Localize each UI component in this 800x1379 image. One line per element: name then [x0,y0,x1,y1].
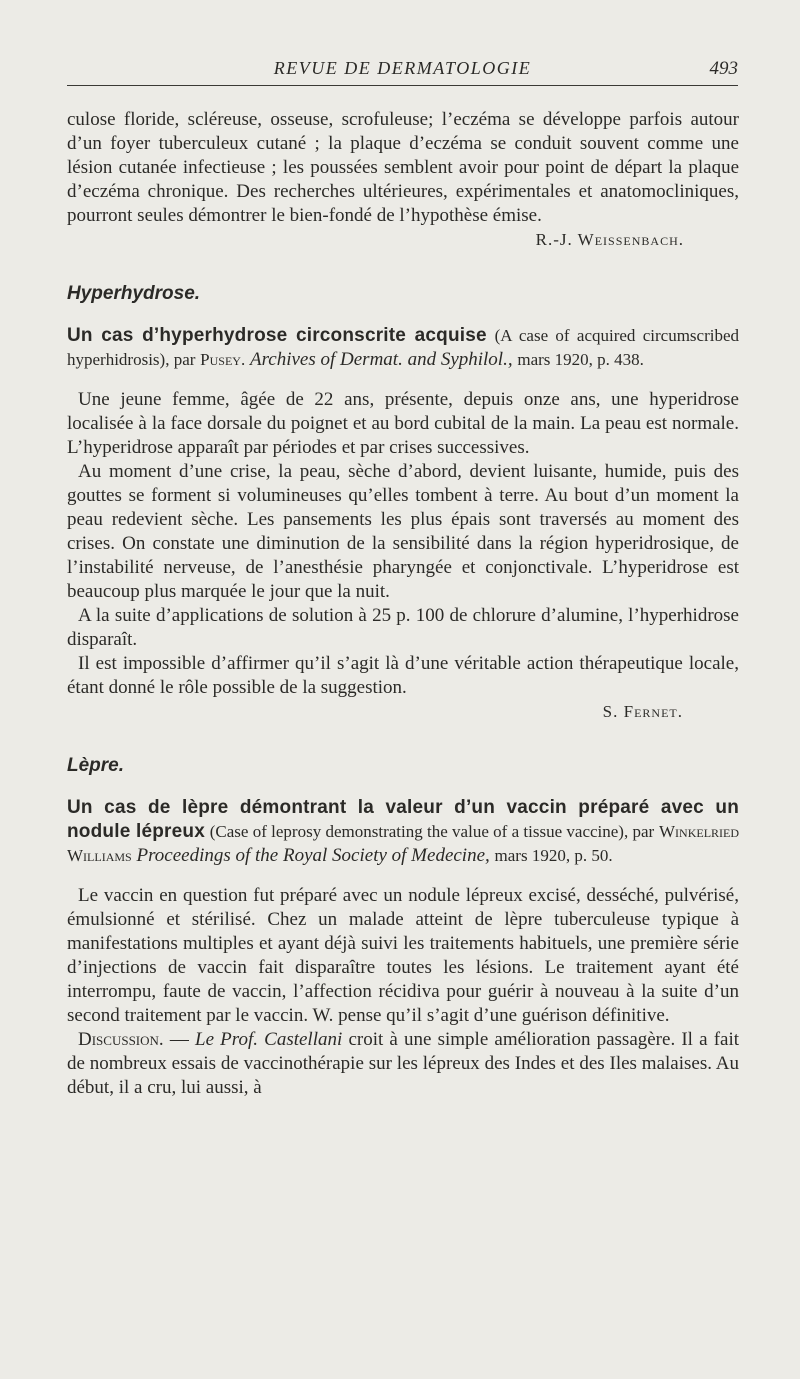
article-author: Pusey. [200,350,246,369]
page-body [67,108,739,1100]
article-journal: Proceedings of the Royal Society of Medecine, [136,845,490,866]
signature-weissenbach: R.-J. Weissenbach. [535,230,684,249]
article-journal: Archives of Dermat. and Syphilol., [249,349,513,370]
paragraph: A la suite d’applications de solution à 25 p. 100 de chlorure d’alumine, l’hyperhidrose disparaît. [67,605,739,650]
intro-paragraph: culose floride, scléreuse, osseuse, scrofuleuse; l’eczéma se développe parfois autour d’un foyer tuberculeux cutané ; la plaque d’eczéma se conduit souvent comme une lésion cutanée infectieuse ; les poussées semblent avoir pour point de départ la plaque d’eczéma chronique. Des recherches ultérieures, expérimentales et anatomocliniques, pourront seules démontrer le bien-fondé de l’hypothèse émise. [67,109,739,226]
paragraph: Il est impossible d’affirmer qu’il s’agit là d’une véritable action thérapeutique locale, étant donné le rôle possible de la suggestion. [67,653,739,698]
discussion-paragraph [67,1028,739,1100]
page-header [67,58,738,88]
paragraph: Une jeune femme, âgée de 22 ans, présente, depuis onze ans, une hyperidrose localisée à la face dorsale du poignet et au bord cubital de la main. La peau est normale. L’hyperidrose apparaît par périodes et par crises successives. [67,389,739,458]
article-date: mars 1920, p. 438. [517,350,644,369]
discussion-label: Discussion. [78,1029,164,1050]
article-reference: (A case of acquired circumscribed hyperhidrosis), par [67,326,740,369]
signature-fernet: S. Fernet. [602,702,683,721]
paragraph: Le vaccin en question fut préparé avec un nodule lépreux excisé, desséché, pulvérisé, émulsionné et stérilisé. Chez un malade atteint de lèpre tuberculeuse typique à manifestations multiples et ayant déjà suivi les traitements habituels, une première série d’injections de vaccin fait disparaître toutes les lésions. Le traitement ayant été interrompu, faute de vaccin, l’affection récidiva pour guérir à nouveau à la suite d’un second traitement par le vaccin. W. pense qu’il s’agit d’une guérison définitive. [67,885,739,1026]
discussion-dash: — [169,1029,189,1050]
article-date: mars 1920, p. 50. [494,846,613,865]
article-reference: (Case of leprosy demonstrating the value of a tissue vaccine), par [209,822,655,841]
section-heading-hyperhydrose: Hyperhydrose. [67,283,201,304]
section-heading-lepre: Lèpre. [67,755,125,776]
paragraph: Au moment d’une crise, la peau, sèche d’abord, devient luisante, humide, puis des gouttes se forment si volumineuses qu’elles tombent à terre. Au bout d’un moment la peau redevient sèche. Les pansements les plus épais sont traversés au moment des crises. On constate une diminution de la sensibilité dans la région hyperidrosique, de l’instabilité nerveuse, de l’anesthésie pharyngée et conjonctivale. L’hyperidrose est beaucoup plus marquée le jour que la nuit. [67,461,739,602]
header-rule [67,85,738,86]
running-title: REVUE DE DERMATOLOGIE [273,58,532,78]
discussion-text: croit à une simple amélioration passagère. Il a fait de nombreux essais de vaccinothérapie sur les lépreux des Indes et des Iles malaises. Au début, il a cru, lui aussi, à [67,1029,740,1098]
discussion-speaker: Le Prof. Castellani [195,1029,343,1050]
article-title: Un cas de lèpre démontrant la valeur d’un vaccin préparé avec un nodule lépreux [67,797,739,842]
article-entry-hyperhydrose [67,324,739,372]
article-entry-lepre [67,796,739,868]
article-title: Un cas d’hyperhydrose circonscrite acquise [67,325,487,346]
article-author: Winkelried Williams [67,822,740,865]
page-number: 493 [709,58,738,79]
